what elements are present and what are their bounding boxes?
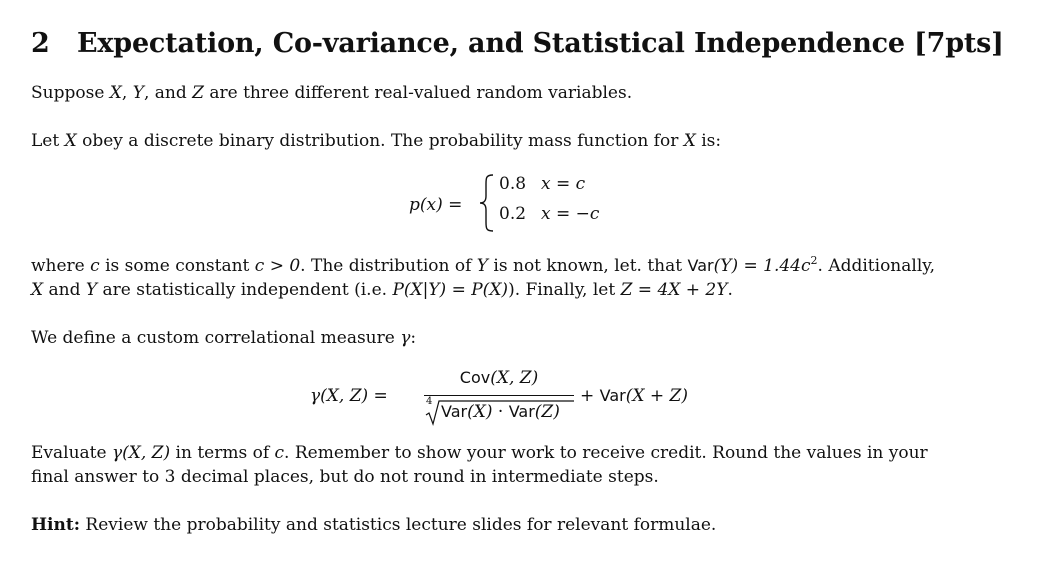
- var-x: X: [109, 83, 122, 103]
- text: are three different real-valued random variables.: [203, 83, 633, 103]
- math-expression: (X, Z): [490, 368, 539, 388]
- constraints-paragraph: [31, 254, 935, 278]
- text: . Remember to show your work to receive credit. Round the values in your: [284, 443, 928, 463]
- var-y: Y: [476, 256, 489, 276]
- text: .: [727, 280, 733, 300]
- pmf-value: 0.8: [499, 174, 527, 194]
- var-operator: Var: [508, 402, 535, 421]
- math-expression: (Y) = 1.44c: [713, 256, 811, 276]
- fraction-bar: [424, 395, 574, 396]
- math-expression: Z = 4X + 2Y: [620, 280, 728, 300]
- math-expression: P(X|Y) = P(X): [392, 280, 509, 300]
- pmf-condition: x = c: [541, 174, 586, 194]
- section-number: 2: [31, 28, 50, 59]
- var-x: X: [31, 280, 44, 300]
- intro-paragraph: [31, 81, 632, 105]
- text: , and: [143, 83, 193, 103]
- cov-operator: Cov: [459, 368, 491, 387]
- distribution-paragraph: [31, 129, 721, 153]
- measure-paragraph: [31, 326, 416, 350]
- text: . The distribution of: [300, 256, 477, 276]
- plus-operator: +: [580, 386, 600, 406]
- text: in terms of: [170, 443, 275, 463]
- fraction-numerator: [424, 368, 574, 388]
- var-operator: Var: [687, 256, 714, 275]
- var-gamma: γ: [400, 328, 411, 348]
- hint-label: Hint:: [31, 515, 81, 535]
- gamma-tail: [580, 386, 688, 406]
- task-paragraph-line2: final answer to 3 decimal places, but do not round in intermediate steps.: [31, 467, 659, 487]
- gamma-lhs: γ(X, Z) =: [310, 386, 388, 406]
- text: . Additionally,: [817, 256, 936, 276]
- math-expression: (X): [467, 402, 493, 422]
- text: obey a discrete binary distribution. The probability mass function for: [76, 131, 684, 151]
- pmf-row-1: [499, 174, 585, 194]
- text: Let: [31, 131, 65, 151]
- independence-paragraph: [31, 278, 733, 302]
- pmf-equation: [409, 174, 669, 244]
- pmf-condition: x = −c: [541, 204, 600, 224]
- exponent: 2: [810, 254, 818, 267]
- dot-operator: ·: [492, 402, 509, 422]
- text: are statistically independent (i.e.: [97, 280, 393, 300]
- text: is some constant: [99, 256, 255, 276]
- text: Suppose: [31, 83, 110, 103]
- var-operator: Var: [441, 402, 468, 421]
- text: We define a custom correlational measure: [31, 328, 401, 348]
- text: :: [410, 328, 417, 348]
- text: is:: [695, 131, 722, 151]
- math-expression: (Z): [534, 402, 560, 422]
- hint-paragraph: [31, 513, 716, 537]
- var-operator: Var: [599, 386, 626, 405]
- pmf-row-2: [499, 204, 599, 224]
- gamma-equation: [310, 368, 770, 432]
- text: is not known, let. that: [488, 256, 688, 276]
- var-x: X: [683, 131, 696, 151]
- text: where: [31, 256, 91, 276]
- task-paragraph-line1: [31, 441, 928, 465]
- var-y: Y: [132, 83, 144, 103]
- math-expression: γ(X, Z): [111, 443, 171, 463]
- var-c: c: [274, 443, 285, 463]
- pmf-value: 0.2: [499, 204, 527, 224]
- math-expression: (X + Z): [625, 386, 688, 406]
- var-z: Z: [192, 83, 204, 103]
- text: and: [43, 280, 86, 300]
- var-c: c: [90, 256, 100, 276]
- math-expression: c > 0: [254, 256, 301, 276]
- text: ,: [121, 83, 133, 103]
- var-x: X: [64, 131, 77, 151]
- section-heading: [31, 28, 1004, 59]
- radicand: [441, 402, 560, 422]
- left-brace-icon: [479, 174, 495, 232]
- pmf-lhs: p(x) =: [409, 195, 463, 215]
- text: Evaluate: [31, 443, 112, 463]
- section-title: Expectation, Co-variance, and Statistical Independence [7pts]: [77, 28, 1004, 59]
- root-index: 4: [426, 396, 433, 407]
- hint-text: Review the probability and statistics lecture slides for relevant formulae.: [80, 515, 717, 535]
- text: ). Finally, let: [508, 280, 621, 300]
- var-y: Y: [85, 280, 98, 300]
